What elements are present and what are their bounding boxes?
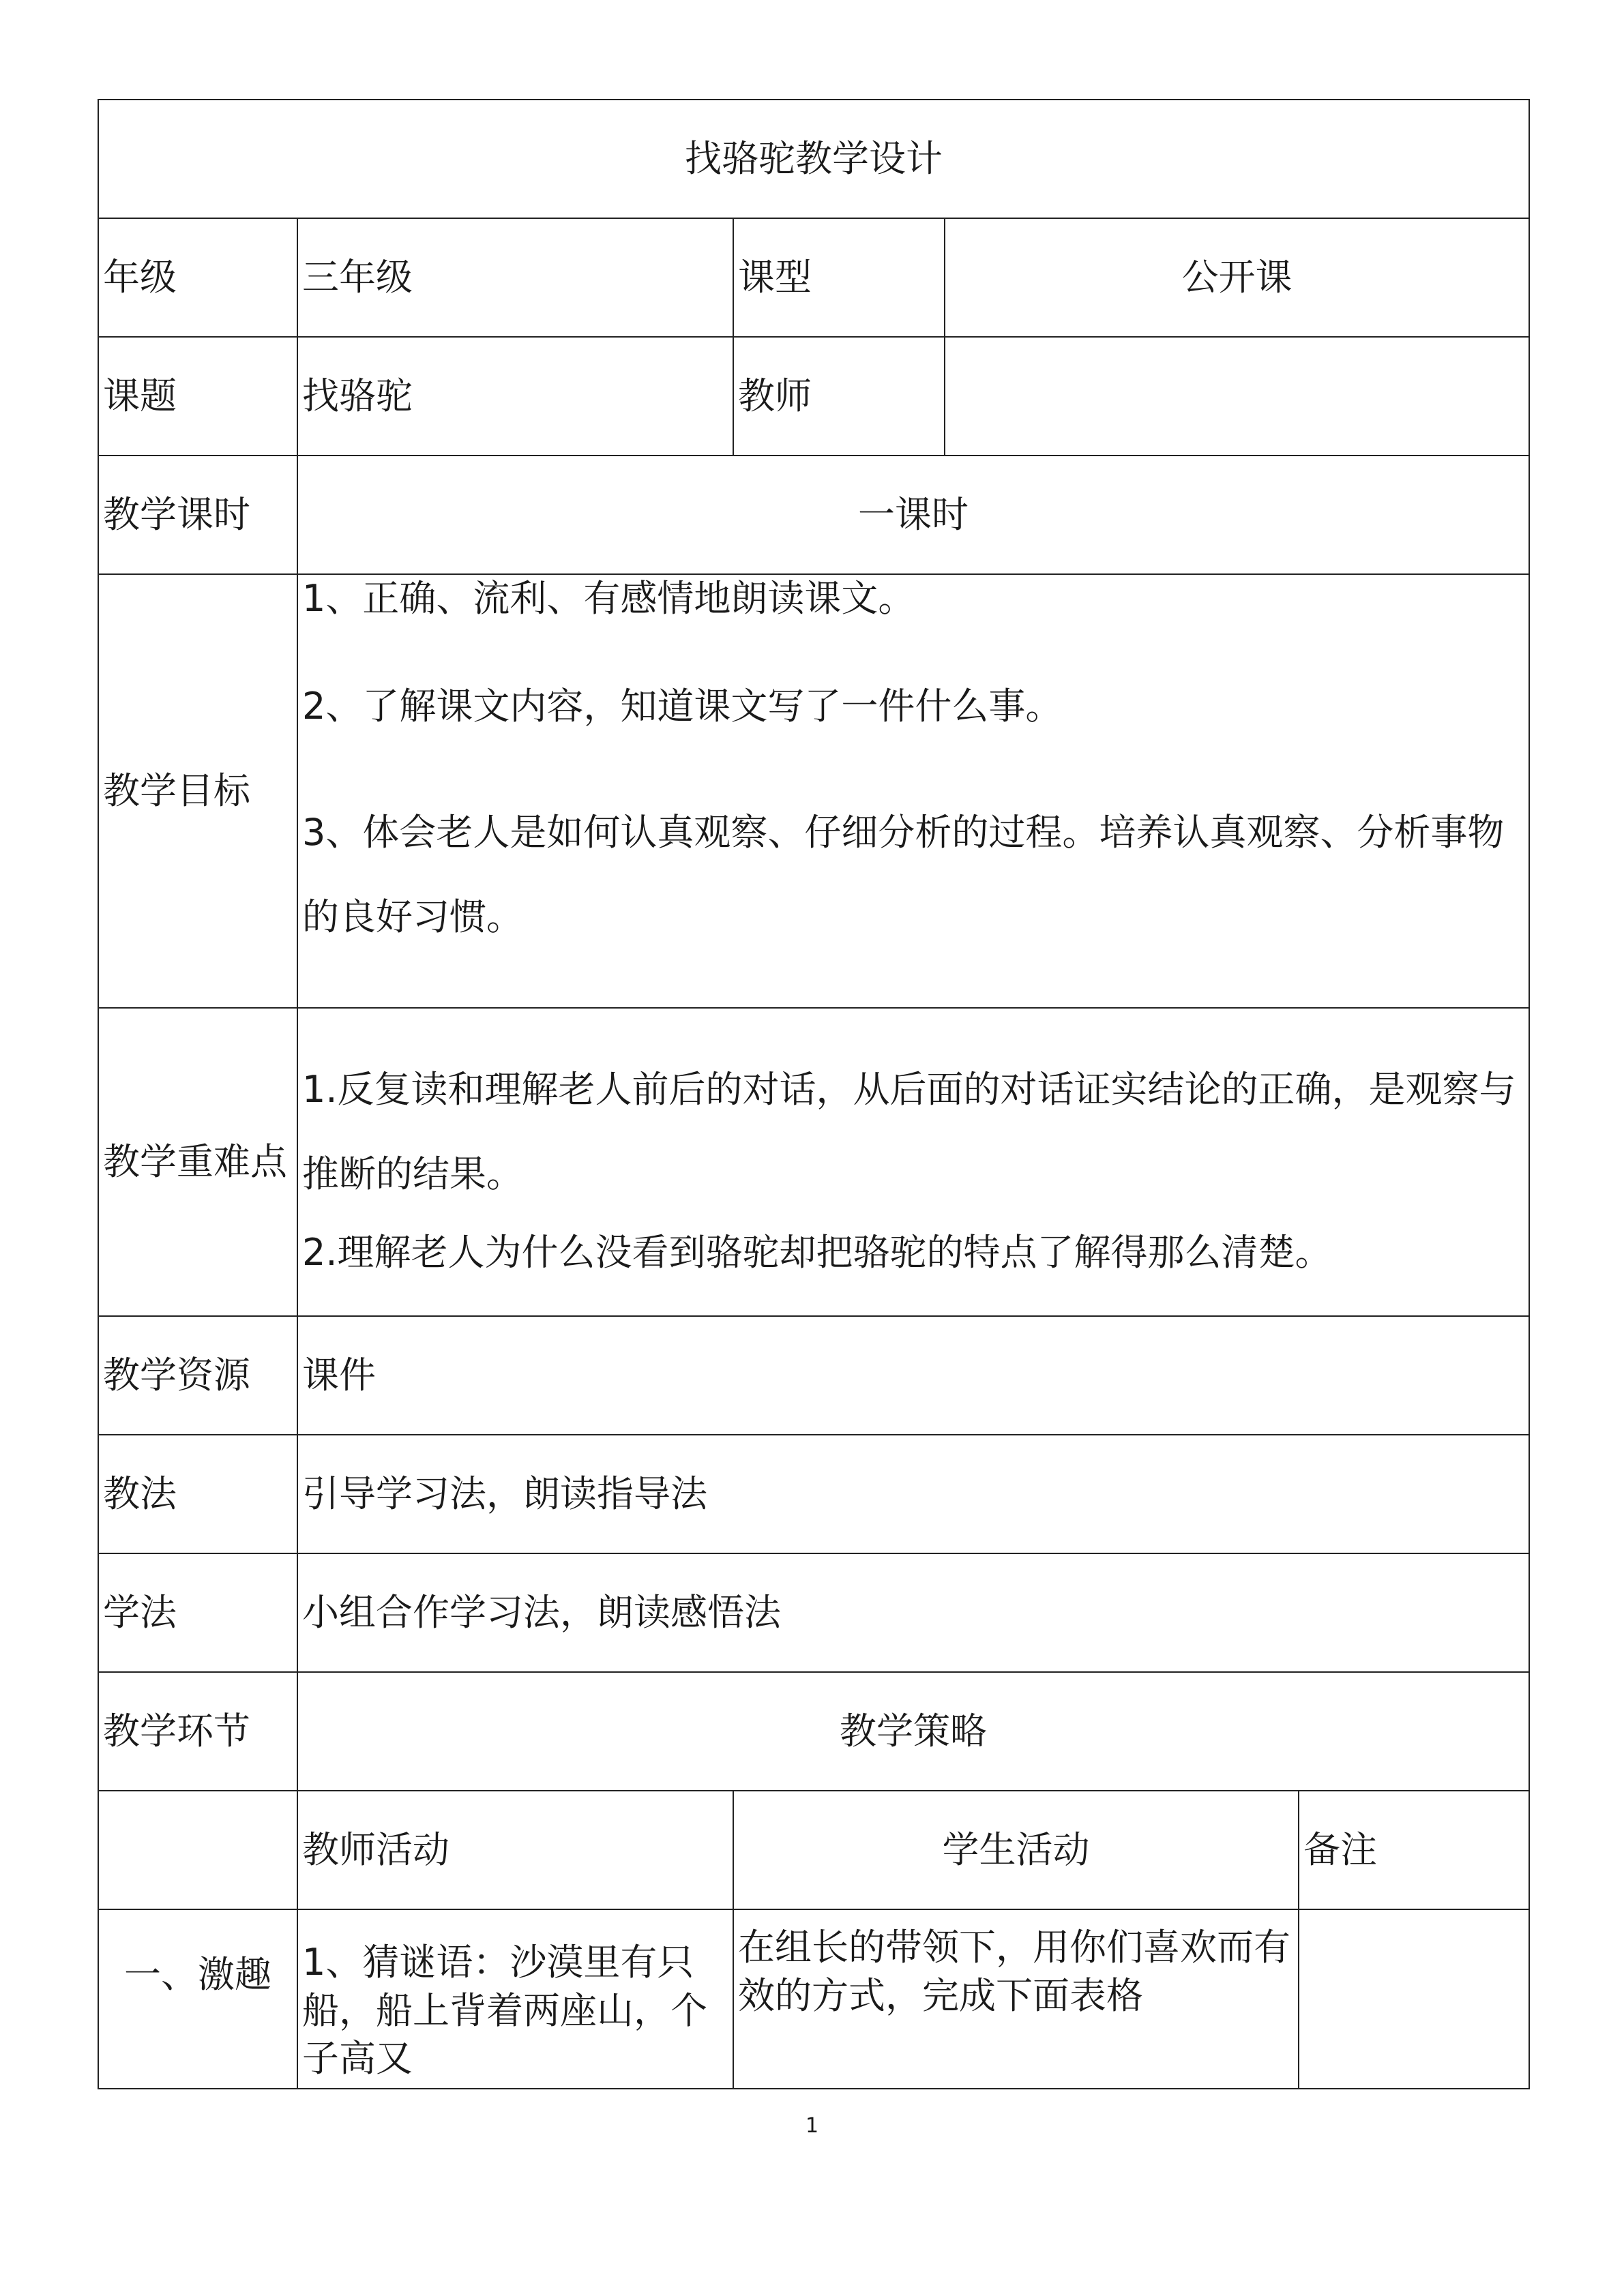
- strategy-heading: 教学策略: [297, 1672, 1529, 1791]
- difficulty-item: 1.反复读和理解老人前后的对话，从后面的对话证实结论的正确，是观察与推断的结果。: [302, 1068, 1516, 1196]
- resources-value: 课件: [297, 1316, 1529, 1435]
- learning-method-value: 小组合作学习法，朗读感悟法: [297, 1553, 1529, 1672]
- objective-item: 3、体会老人是如何认真观察、仔细分析的过程。培养认真观察、分析事物的良好习惯。: [302, 811, 1505, 939]
- stage-name: 一、激趣: [98, 1909, 297, 2089]
- learning-method-label: 学法: [98, 1553, 297, 1672]
- document-title: 找骆驼教学设计: [98, 100, 1529, 218]
- lesson-type-value: 公开课: [945, 218, 1529, 337]
- teacher-activity-header: 教师活动: [297, 1791, 733, 1909]
- objective-item: 1、正确、流利、有感情地朗读课文。: [302, 577, 915, 620]
- lesson-plan-table: [98, 99, 1530, 2089]
- period-label: 教学课时: [98, 456, 297, 574]
- difficulties-list: [297, 1008, 1529, 1316]
- teaching-method-label: 教法: [98, 1435, 297, 1553]
- teacher-activity-text: 1、猜谜语：沙漠里有只船，船上背着两座山，个子高又: [297, 1909, 733, 2089]
- objectives-label: 教学目标: [98, 574, 297, 1008]
- student-activity-text: 在组长的带领下，用你们喜欢而有效的方式，完成下面表格: [733, 1909, 1299, 2089]
- difficulty-item: 2.理解老人为什么没看到骆驼却把骆驼的特点了解得那么清楚。: [302, 1231, 1332, 1274]
- teaching-method-value: 引导学习法，朗读指导法: [297, 1435, 1529, 1553]
- difficulties-label: 教学重难点: [98, 1008, 297, 1316]
- grade-value: 三年级: [297, 218, 733, 337]
- process-label: 教学环节: [98, 1672, 297, 1791]
- objectives-list: [297, 574, 1529, 1008]
- teacher-label: 教师: [733, 337, 945, 456]
- teacher-value: [945, 337, 1529, 456]
- student-activity-header: 学生活动: [733, 1791, 1299, 1909]
- topic-value: 找骆驼: [297, 337, 733, 456]
- period-value: 一课时: [297, 456, 1529, 574]
- empty-header-cell: [98, 1791, 297, 1909]
- grade-label: 年级: [98, 218, 297, 337]
- page-number: 1: [805, 2114, 819, 2138]
- objective-item: 2、了解课文内容，知道课文写了一件什么事。: [302, 685, 1063, 728]
- notes-header: 备注: [1299, 1791, 1529, 1909]
- lesson-type-label: 课型: [733, 218, 945, 337]
- notes-cell: [1299, 1909, 1529, 2089]
- topic-label: 课题: [98, 337, 297, 456]
- resources-label: 教学资源: [98, 1316, 297, 1435]
